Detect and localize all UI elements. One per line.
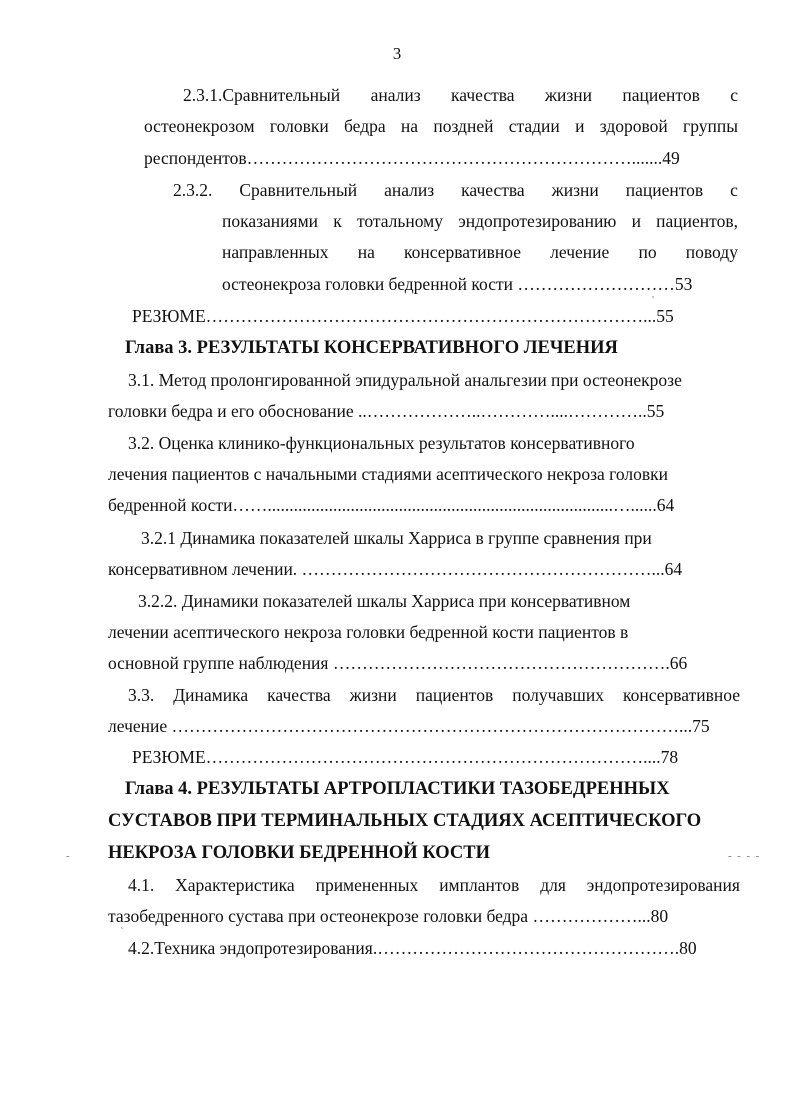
toc-4-2: 4.2.Техника эндопротезирования.…………………………………………….80	[128, 938, 697, 958]
toc-3-2-1-line-2: консервативном лечении. ……………………………………………………...64	[108, 559, 683, 579]
toc-3-2-2-line-2: лечении асептического некроза головки бедренной кости пациентов в	[108, 622, 629, 642]
toc-2-3-2-line-3: направленных на консервативное лечение по поводу	[222, 242, 738, 262]
toc-4-1-line-1: 4.1. Характеристика примененных имплантов для эндопротезирования	[128, 875, 740, 895]
scan-speck: - - - -	[728, 850, 760, 862]
toc-2-3-2-line-2: показаниями к тотальному эндопротезированию и пациентов,	[222, 211, 738, 231]
toc-3-2-1-line-1: 3.2.1 Динамика показателей шкалы Харриса в группе сравнения при	[141, 528, 652, 548]
chapter-4-title-line-3: НЕКРОЗА ГОЛОВКИ БЕДРЕННОЙ КОСТИ	[108, 843, 490, 863]
toc-resume-1: РЕЗЮМЕ…………………………………………………………………...55	[132, 306, 674, 326]
toc-3-3-line-2: лечение ……………………………………………………………………………...75	[108, 716, 710, 736]
toc-2-3-2-line-4: остеонекроза головки бедренной кости ………………………53	[222, 274, 693, 294]
scan-speck: -	[66, 850, 70, 862]
scan-speck: '	[652, 294, 654, 306]
page-number: 3	[392, 44, 402, 63]
chapter-3-title: Глава 3. РЕЗУЛЬТАТЫ КОНСЕРВАТИВНОГО ЛЕЧЕНИЯ	[125, 338, 618, 358]
toc-resume-2: РЕЗЮМЕ…………………………………………………………………....78	[132, 747, 679, 767]
toc-2-3-1-line-3: респондентов………………………………………………………….......49	[144, 148, 680, 168]
toc-3-1-line-2: головки бедра и его обоснование ..………………..…………....…………..55	[108, 401, 665, 421]
toc-3-2-line-2: лечения пациентов с начальными стадиями асептического некроза головки	[108, 464, 669, 484]
toc-3-1-line-1: 3.1. Метод пролонгированной эпидуральной анальгезии при остеонекрозе	[128, 370, 682, 390]
chapter-4-title-line-2: СУСТАВОВ ПРИ ТЕРМИНАЛЬНЫХ СТАДИЯХ АСЕПТИЧЕСКОГО	[108, 811, 702, 831]
toc-3-2-line-3: бедренной кости……...............................................................................…......64	[108, 495, 675, 515]
toc-2-3-1-line-2: остеонекрозом головки бедра на поздней стадии и здоровой группы	[144, 116, 738, 136]
toc-3-2-2-line-1: 3.2.2. Динамики показателей шкалы Харриса при консервативном	[138, 591, 631, 611]
toc-3-3-line-1: 3.3. Динамика качества жизни пациентов получавших консервативное	[128, 685, 740, 705]
toc-3-2-line-1: 3.2. Оценка клинико-функциональных результатов консервативного	[128, 433, 635, 453]
toc-4-1-line-2: тазобедренного сустава при остеонекрозе головки бедра ………………...80	[108, 906, 669, 926]
chapter-4-title-line-1: Глава 4. РЕЗУЛЬТАТЫ АРТРОПЛАСТИКИ ТАЗОБЕДРЕННЫХ	[125, 779, 670, 799]
scan-speck: `	[120, 926, 124, 938]
toc-3-2-2-line-3: основной группе наблюдения ………………………………………………….66	[108, 653, 688, 673]
toc-2-3-2-line-1: 2.3.2. Сравнительный анализ качества жизни пациентов с	[173, 180, 738, 200]
toc-2-3-1-line-1: 2.3.1.Сравнительный анализ качества жизни пациентов с	[183, 85, 738, 105]
